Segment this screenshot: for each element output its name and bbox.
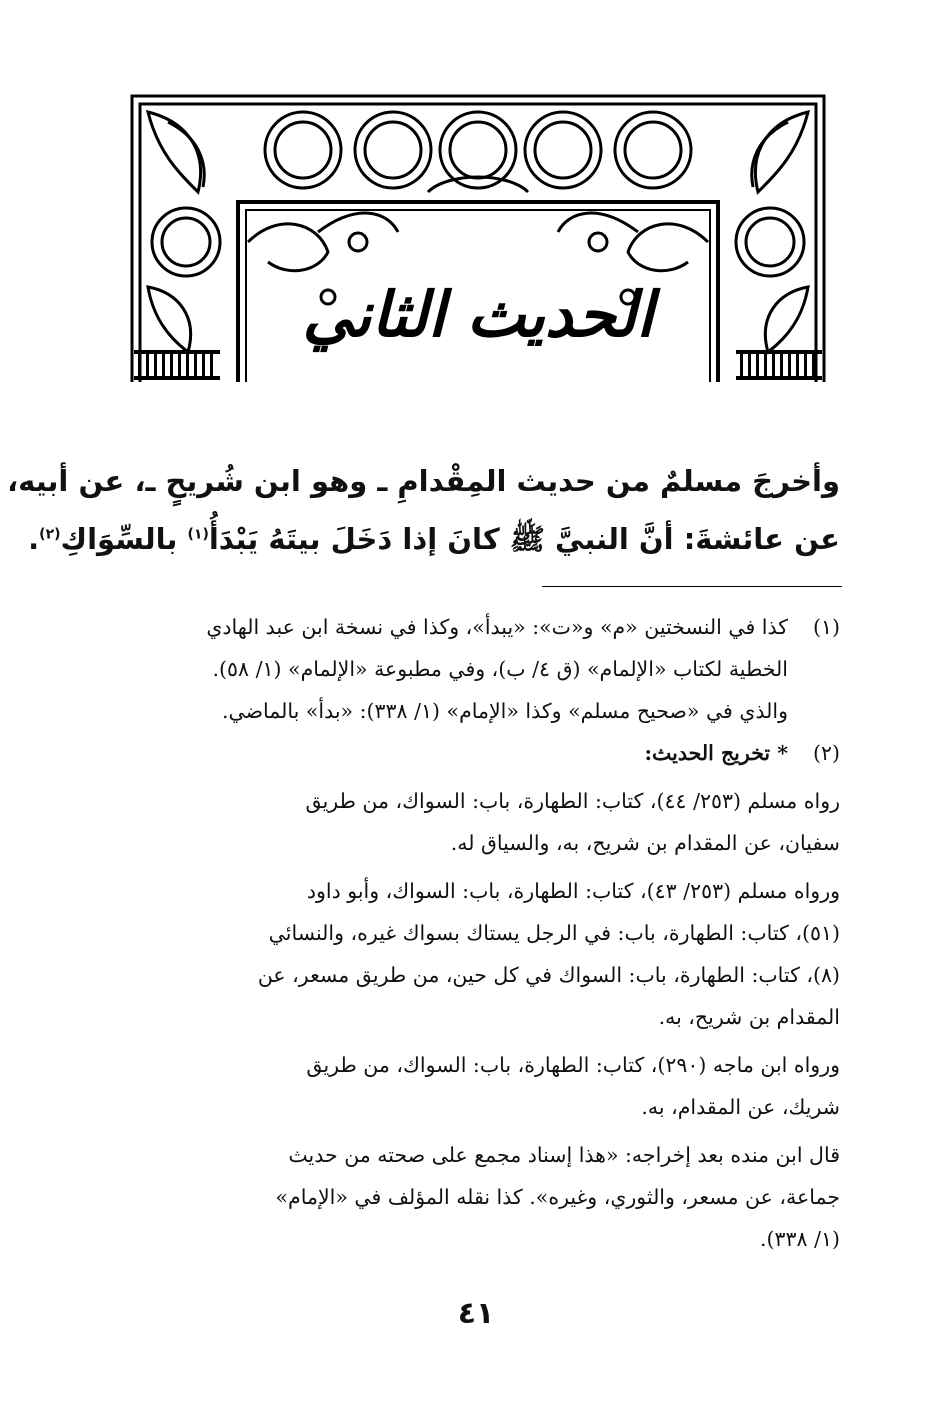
paragraph-line: رواه مسلم (٢٥٣/ ٤٤)، كتاب: الطهارة، باب: السواك، من طريق	[305, 789, 840, 813]
takhrij-paragraph-2	[132, 870, 840, 1038]
takhrij-heading: * تخريج الحديث:	[644, 741, 788, 765]
footnote-number: (٢)	[812, 741, 840, 765]
footnote-body	[132, 606, 788, 732]
paragraph-line: ورواه مسلم (٢٥٣/ ٤٣)، كتاب: الطهارة، باب: السواك، وأبو داود	[306, 879, 840, 903]
footnote-ref-1: (١)	[187, 526, 209, 543]
footnotes-section	[132, 606, 840, 1260]
footnote-body	[132, 732, 788, 774]
hadith-line-2-middle: بالسِّوَاكِ	[60, 522, 188, 556]
footnote-1	[132, 606, 840, 732]
hadith-line-2-start: عن عائشةَ: أنَّ النبيَّ ﷺ كانَ إذا دَخَلَ بيتَهُ يَبْدَأُ	[208, 522, 840, 556]
paragraph-line: سفيان، عن المقدام بن شريح، به، والسياق له.	[450, 831, 840, 855]
paragraph-line: قال ابن منده بعد إخراجه: «هذا إسناد مجمع على صحته من حديث	[288, 1143, 840, 1167]
paragraph-line: المقدام بن شريح، به.	[658, 1005, 840, 1029]
paragraph-line: جماعة، عن مسعر، والثوري، وغيره». كذا نقله المؤلف في «الإمام»	[275, 1185, 840, 1209]
footnote-line: كذا في النسختين «م» و«ت»: «يبدأ»، وكذا في نسخة ابن عبد الهادي	[206, 615, 788, 639]
paragraph-line: (٥١)، كتاب: الطهارة، باب: في الرجل يستاك بسواك غيره، والنسائي	[268, 921, 840, 945]
footnote-ref-2: (٢)	[39, 526, 61, 543]
paragraph-line: (١/ ٣٣٨).	[759, 1227, 840, 1251]
footnote-2	[132, 732, 840, 774]
page-number: ٤١	[457, 1296, 495, 1331]
hadith-line-1: وأخرجَ مسلمٌ من حديث المِقْدامِ ـ وهو ابن شُريحٍ ـ، عن أبيه،	[7, 464, 840, 498]
paragraph-line: شريك، عن المقدام، به.	[641, 1095, 840, 1119]
hadith-line-2-end: .	[28, 522, 40, 556]
hadith-text	[7, 452, 840, 568]
chapter-title: الحديث الثاني	[302, 278, 654, 351]
footnote-separator	[542, 586, 842, 587]
takhrij-paragraph-4	[132, 1134, 840, 1260]
takhrij-paragraph-3	[132, 1044, 840, 1128]
footnote-line: الخطية لكتاب «الإلمام» (ق ٤/ ب)، وفي مطبوعة «الإلمام» (١/ ٥٨).	[212, 657, 788, 681]
hadith-line-2	[28, 510, 840, 568]
footnote-line: والذي في «صحيح مسلم» وكذا «الإمام» (١/ ٣٣٨): «بدأ» بالماضي.	[222, 699, 788, 723]
paragraph-line: (٨)، كتاب: الطهارة، باب: السواك في كل حين، من طريق مسعر، عن	[257, 963, 840, 987]
takhrij-paragraph-1	[132, 780, 840, 864]
footnote-number: (١)	[812, 615, 840, 639]
paragraph-line: ورواه ابن ماجه (٢٩٠)، كتاب: الطهارة، باب: السواك، من طريق	[306, 1053, 840, 1077]
